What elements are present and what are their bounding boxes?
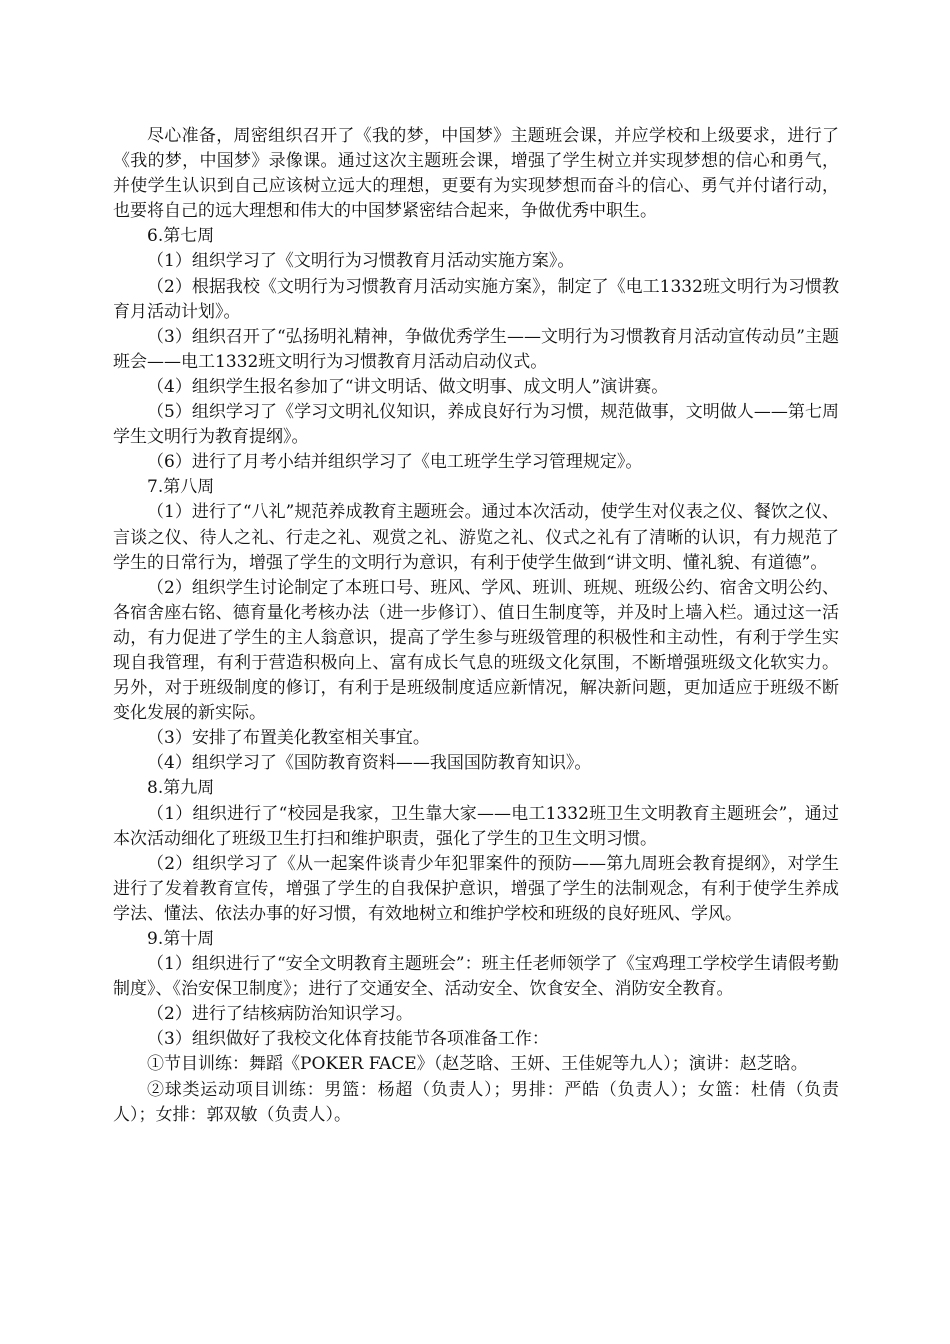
- paragraph-week10-item1: （1）组织进行了“安全文明教育主题班会”：班主任老师领学了《宝鸡理工学校学生请假考勤制度》、《治安保卫制度》；进行了交通安全、活动安全、饮食安全、消防安全教育。: [113, 954, 839, 1000]
- paragraph-week10-subitem1: ①节目训练：舞蹈《POKER FACE》（赵芝晗、王妍、王佳妮等九人）；演讲：赵芝晗。: [147, 1054, 808, 1075]
- paragraph-week10-item2: （2）进行了结核病防治知识学习。: [147, 1004, 413, 1025]
- paragraph-week9-item1: （1）组织进行了“校园是我家，卫生靠大家——电工1332班卫生文明教育主题班会”，通过本次活动细化了班级卫生打扫和维护职责，强化了学生的卫生文明习惯。: [113, 803, 839, 849]
- section-heading-week9: 8.第九周: [147, 778, 215, 799]
- paragraph-week8-item3: （3）安排了布置美化教室相关事宜。: [147, 728, 430, 749]
- paragraph-week8-item4: （4）组织学习了《国防教育资料——我国国防教育知识》。: [147, 753, 592, 774]
- paragraph-week7-item3: （3）组织召开了“弘扬明礼精神，争做优秀学生——文明行为习惯教育月活动宣传动员”主题班会——电工1332班文明行为习惯教育月活动启动仪式。: [113, 326, 839, 372]
- paragraph-week10-item3: （3）组织做好了我校文化体育技能节各项准备工作：: [147, 1029, 549, 1050]
- section-heading-week10: 9.第十周: [147, 929, 215, 949]
- paragraph-week7-item2: （2）根据我校《文明行为习惯教育月活动实施方案》，制定了《电工1332班文明行为习惯教育月活动计划》。: [113, 276, 839, 322]
- document-page: [113, 124, 839, 1128]
- section-heading-week8: 7.第八周: [147, 477, 215, 498]
- paragraph-week10-subitem2: ②球类运动项目训练：男篮：杨超（负责人）；男排：严皓（负责人）；女篮：杜倩（负责人）；女排：郭双敏（负责人）。: [113, 1079, 839, 1125]
- paragraph-week7-item6: （6）进行了月考小结并组织学习了《电工班学生学习管理规定》。: [147, 452, 643, 473]
- section-heading-week7: 6.第七周: [147, 226, 215, 247]
- paragraph-week8-item1: （1）进行了“八礼”规范养成教育主题班会。通过本次活动，使学生对仪表之仪、餐饮之仪、言谈之仪、待人之礼、行走之礼、观赏之礼、游览之礼、仪式之礼有了清晰的认识，有力规范了学生的日常行为，增强了学生的文明行为意识，有利于使学生做到“讲文明、懂礼貌、有道德”。: [113, 502, 839, 573]
- paragraph-week7-item4: （4）组织学生报名参加了“讲文明话、做文明事、成文明人”演讲赛。: [147, 376, 669, 397]
- paragraph-intro: 尽心准备，周密组织召开了《我的梦，中国梦》主题班会课，并应学校和上级要求，进行了《我的梦，中国梦》录像课。通过这次主题班会课，增强了学生树立并实现梦想的信心和勇气，并使学生认识到自己应该树立远大的理想，更要有为实现梦想而奋斗的信心、勇气并付诸行动，也要将自己的远大理想和伟大的中国梦紧密结合起来，争做优秀中职生。: [113, 126, 839, 222]
- paragraph-week7-item5: （5）组织学习了《学习文明礼仪知识，养成良好行为习惯，规范做事，文明做人——第七周学生文明行为教育提纲》。: [113, 402, 839, 448]
- paragraph-week7-item1: （1）组织学习了《文明行为习惯教育月活动实施方案》。: [147, 251, 575, 272]
- paragraph-week9-item2: （2）组织学习了《从一起案件谈青少年犯罪案件的预防——第九周班会教育提纲》，对学生进行了发着教育宣传，增强了学生的自我保护意识，增强了学生的法制观念，有利于使学生养成学法、懂法、依法办事的好习惯，有效地树立和维护学校和班级的良好班风、学风。: [113, 853, 839, 924]
- paragraph-week8-item2: （2）组织学生讨论制定了本班口号、班风、学风、班训、班规、班级公约、宿舍文明公约、各宿舍座右铭、德育量化考核办法（进一步修订）、值日生制度等，并及时上墙入栏。通过这一活动，有力促进了学生的主人翁意识，提高了学生参与班级管理的积极性和主动性，有利于学生实现自我管理，有利于营造积极向上、富有成长气息的班级文化氛围，不断增强班级文化软实力。另外，对于班级制度的修订，有利于是班级制度适应新情况，解决新问题，更加适应于班级不断变化发展的新实际。: [113, 577, 839, 724]
